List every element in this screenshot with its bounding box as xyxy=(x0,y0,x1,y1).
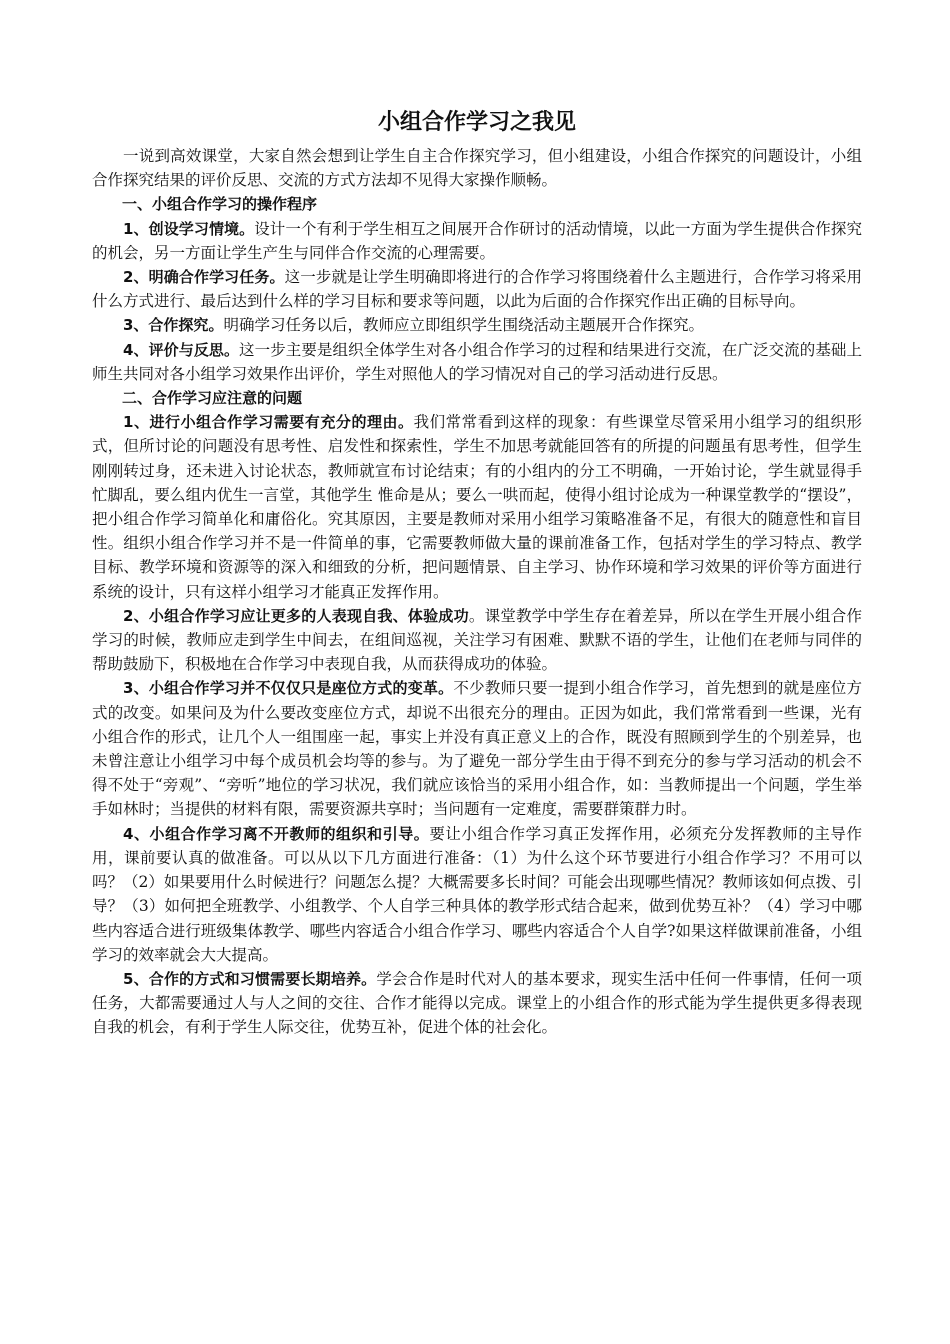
section1-item-2 xyxy=(92,265,862,313)
item-body: 明确学习任务以后，教师应立即组织学生围绕活动主题展开合作探究。 xyxy=(223,316,704,335)
item-body: 学会合作是时代对人的基本要求，现实生活中任何一件事情，任何一项任务，大都需要通过人与人之间的交往、合作才能得以完成。课堂上的小组合作的形式能为学生提供更多得表现自我的机会，有利于学生人际交往，优势互补，促进个体的社会化。 xyxy=(92,969,862,1037)
document-title: 小组合作学习之我见 xyxy=(377,110,576,135)
section1-item-3 xyxy=(92,313,862,337)
section2-item-1 xyxy=(92,410,862,604)
item-lead: 2、小组合作学习应让更多的人表现自我、体验成功 xyxy=(123,606,469,625)
section1-item-4 xyxy=(92,338,862,386)
document-page xyxy=(92,108,862,1040)
section-heading-1: 一、小组合作学习的操作程序 xyxy=(122,195,318,214)
section2-item-5 xyxy=(92,967,862,1040)
item-body: 设计一个有利于学生相互之间展开合作研讨的活动情境，以此一方面为学生提供合作探究的机会，另一方面让学生产生与同伴合作交流的心理需要。 xyxy=(92,219,862,262)
item-body: 这一步就是让学生明确即将进行的合作学习将围绕着什么主题进行，合作学习将采用什么方式进行、最后达到什么样的学习目标和要求等问题，以此为后面的合作探究作出正确的目标导向。 xyxy=(92,268,862,311)
item-lead: 1、进行小组合作学习需要有充分的理由。 xyxy=(123,413,414,432)
item-body: 要让小组合作学习真正发挥作用，必须充分发挥教师的主导作用，课前要认真的做准备。可以从以下几方面进行准备：（1）为什么这个环节要进行小组合作学习？不用可以吗？（2）如果要用什么时候进行？问题怎么提？大概需要多长时间？可能会出现哪些情况？教师该如何点拨、引导？（3）如何把全班教学、小组教学、个人自学三种具体的教学形式结合起来，做到优势互补？（4）学习中哪些内容适合进行班级集体教学、哪些内容适合小组合作学习、哪些内容适合个人自学?如果这样做课前准备，小组学习的效率就会大大提高。 xyxy=(92,824,862,964)
item-lead: 4、小组合作学习离不开教师的组织和引导。 xyxy=(123,824,430,843)
section2-item-4 xyxy=(92,822,862,967)
item-lead: 3、小组合作学习并不仅仅只是座位方式的变革。 xyxy=(123,679,454,698)
item-lead: 1、创设学习情境。 xyxy=(123,219,255,238)
item-body: 不少教师只要一提到小组合作学习，首先想到的就是座位方式的改变。如果问及为什么要改变座位方式，却说不出很充分的理由。正因为如此，我们常常看到一些课，光有小组合作的形式，让几个人一组围座一起，事实上并没有真正意义上的合作，既没有照顾到学生的个别差异，也未曾注意让小组学习中每个成员机会均等的参与。为了避免一部分学生由于得不到充分的参与学习活动的机会不得不处于“旁观”、“旁听”地位的学习状况，我们就应该恰当的采用小组合作，如：当教师提出一个问题，学生举手如林时；当提供的材料有限，需要资源共享时；当问题有一定难度，需要群策群力时。 xyxy=(92,679,862,819)
intro-paragraph: 一说到高效课堂，大家自然会想到让学生自主合作探究学习，但小组建设，小组合作探究的问题设计，小组合作探究结果的评价反思、交流的方式方法却不见得大家操作顺畅。 xyxy=(92,147,862,190)
item-body: 这一步主要是组织全体学生对各小组合作学习的过程和结果进行交流，在广泛交流的基础上师生共同对各小组学习效果作出评价，学生对照他人的学习情况对自己的学习活动进行反思。 xyxy=(92,340,862,383)
item-body: 。课堂教学中学生存在着差异，所以在学生开展小组合作学习的时候，教师应走到学生中间去，在组间巡视，关注学习有困难、默默不语的学生，让他们在老师与同伴的帮助鼓励下，积极地在合作学习中表现自我，从而获得成功的体验。 xyxy=(92,606,862,674)
section2-item-2 xyxy=(92,604,862,677)
section1-item-1 xyxy=(92,217,862,265)
item-lead: 4、评价与反思。 xyxy=(123,340,240,359)
section2-item-3 xyxy=(92,676,862,821)
item-lead: 5、合作的方式和习惯需要长期培养。 xyxy=(123,969,377,988)
item-lead: 2、明确合作学习任务。 xyxy=(123,268,285,287)
item-lead: 3、合作探究。 xyxy=(123,316,224,335)
section-heading-2: 二、合作学习应注意的问题 xyxy=(122,389,303,408)
item-body: 我们常常看到这样的现象：有些课堂尽管采用小组学习的组织形式，但所讨论的问题没有思考性、启发性和探索性，学生不加思考就能回答有的所提的问题虽有思考性，但学生刚刚转过身，还未进入讨论状态，教师就宣布讨论结束；有的小组内的分工不明确，一开始讨论，学生就显得手忙脚乱，要么组内优生一言堂，其他学生 惟命是从；要么一哄而起，使得小组讨论成为一种课堂教学的“摆设”，把小组合作学习简单化和庸俗化。究其原因，主要是教师对采用小组学习策略准备不足，有很大的随意性和盲目性。组织小组合作学习并不是一件简单的事，它需要教师做大量的课前准备工作，包括对学生的学习特点、教学目标、教学环境和资源等的深入和细致的分析，把问题情景、自主学习、协作环境和学习效果的评价等方面进行系统的设计，只有这样小组学习才能真正发挥作用。 xyxy=(92,413,862,601)
